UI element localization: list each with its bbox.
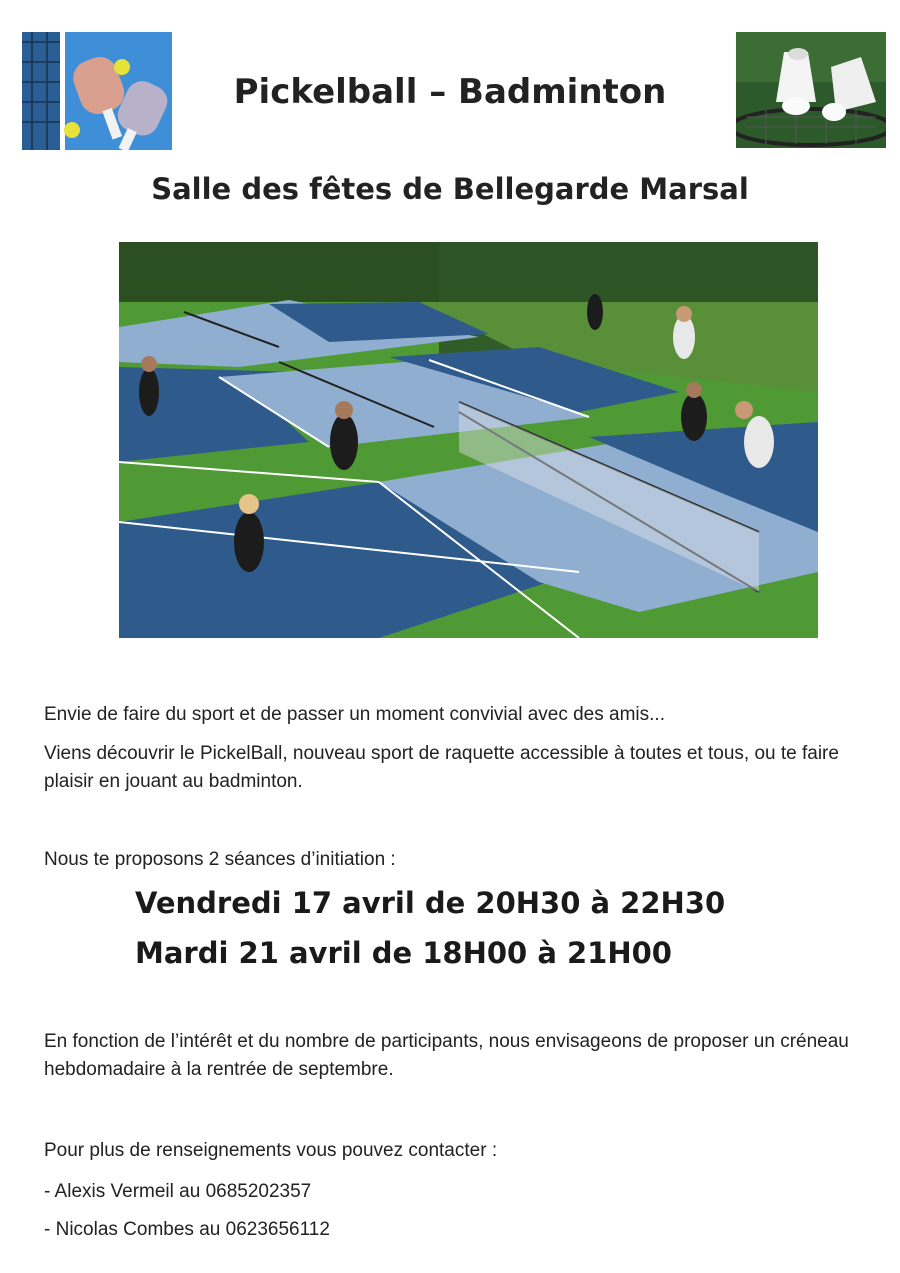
venue-subtitle: Salle des fêtes de Bellegarde Marsal	[151, 172, 749, 206]
contact-person-2: - Nicolas Combes au 0623656112	[44, 1219, 330, 1240]
future-slot-text: En fonction de l’intérêt et du nombre de participants, nous envisageons de proposer un créneau hebdomadaire à la rentrée de septembre.	[44, 1031, 849, 1080]
sessions-intro: Nous te proposons 2 séances d’initiation :	[44, 849, 396, 870]
pickleball-courts-photo	[119, 242, 818, 638]
intro-line-1: Envie de faire du sport et de passer un moment convivial avec des amis...	[44, 704, 665, 725]
page-title: Pickelball – Badminton	[233, 72, 667, 112]
session-item-1: Vendredi 17 avril de 20H30 à 22H30	[135, 886, 726, 920]
intro-line-2: Viens découvrir le PickelBall, nouveau sport de raquette accessible à toutes et tous, ou te faire plaisir en jouant au badminton.	[44, 743, 839, 792]
session-item-2: Mardi 21 avril de 18H00 à 21H00	[135, 936, 672, 970]
shuttlecocks-icon	[736, 32, 886, 148]
contact-intro: Pour plus de renseignements vous pouvez contacter :	[44, 1140, 498, 1161]
contact-person-1: - Alexis Vermeil au 0685202357	[44, 1181, 312, 1202]
